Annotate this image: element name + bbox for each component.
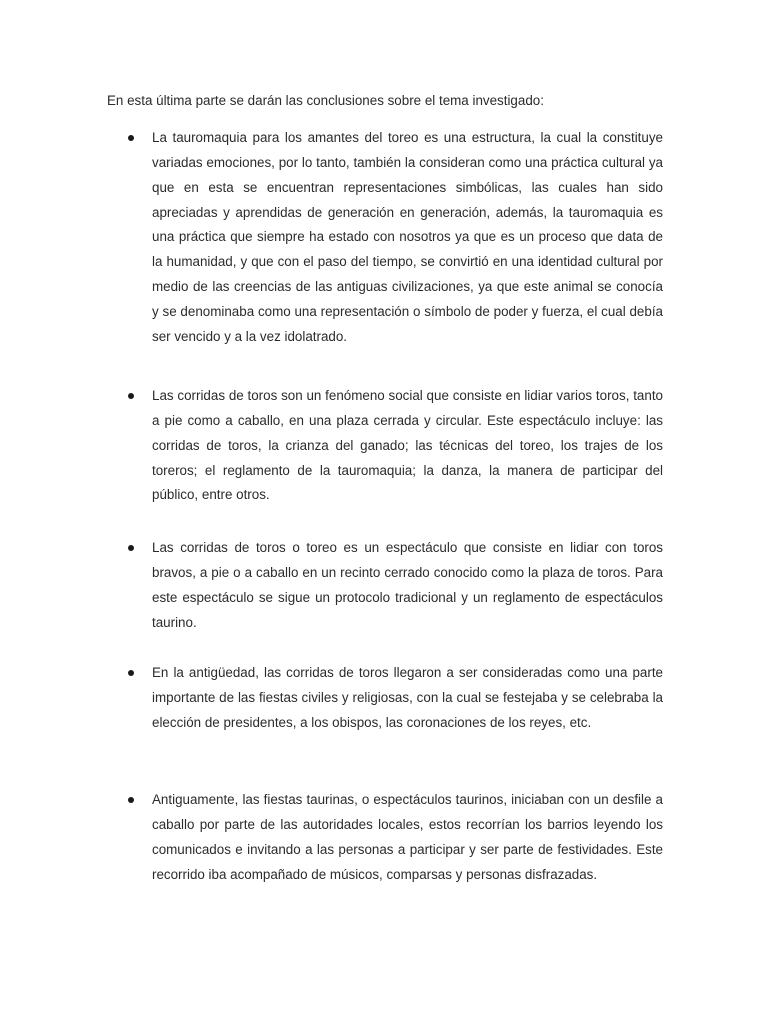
bullet-item bbox=[152, 126, 663, 350]
bullet-text: Las corridas de toros o toreo es un espectáculo que consiste en lidiar con toros bravos, a pie o a caballo en un recinto cerrado conocido como la plaza de toros. Para este espectáculo se sigue un protocolo tradicional y un reglamento de espectáculos taurino. bbox=[152, 540, 663, 630]
bullet-text: Antiguamente, las fiestas taurinas, o espectáculos taurinos, iniciaban con un desfile a caballo por parte de las autoridades locales, estos recorrían los barrios leyendo los comunicados e invitando a las personas a participar y ser parte de festividades. Este recorrido iba acompañado de músicos, comparsas y personas disfrazadas. bbox=[152, 792, 663, 882]
bullet-text: En la antigüedad, las corridas de toros llegaron a ser consideradas como una parte importante de las fiestas civiles y religiosas, con la cual se festejaba y se celebraba la elección de presidentes, a los obispos, las coronaciones de los reyes, etc. bbox=[152, 665, 663, 730]
bullet-icon bbox=[128, 393, 134, 399]
bullet-item bbox=[152, 384, 663, 508]
bullet-icon bbox=[128, 545, 134, 551]
bullet-icon bbox=[128, 135, 134, 141]
bullet-item bbox=[152, 788, 663, 887]
bullet-icon bbox=[128, 797, 134, 803]
bullet-icon bbox=[128, 670, 134, 676]
bullet-item bbox=[152, 661, 663, 736]
bullet-text: La tauromaquia para los amantes del toreo es una estructura, la cual la constituye variadas emociones, por lo tanto, también la consideran como una práctica cultural ya que en esta se encuentran representaciones simbólicas, las cuales han sido apreciadas y aprendidas de generación en generación, además, la tauromaquia es una práctica que siempre ha estado con nosotros ya que es un proceso que data de la humanidad, y que con el paso del tiempo, se convirtió en una identidad cultural por medio de las creencias de las antiguas civilizaciones, ya que este animal se conocía y se denominaba como una representación o símbolo de poder y fuerza, el cual debía ser vencido y a la vez idolatrado. bbox=[152, 130, 663, 344]
bullet-text: Las corridas de toros son un fenómeno social que consiste en lidiar varios toros, tanto a pie como a caballo, en una plaza cerrada y circular. Este espectáculo incluye: las corridas de toros, la crianza del ganado; las técnicas del toreo, los trajes de los toreros; el reglamento de la tauromaquia; la danza, la manera de participar del público, entre otros. bbox=[152, 388, 663, 503]
bullet-item bbox=[152, 536, 663, 635]
intro-paragraph: En esta última parte se darán las conclusiones sobre el tema investigado: bbox=[107, 93, 544, 108]
